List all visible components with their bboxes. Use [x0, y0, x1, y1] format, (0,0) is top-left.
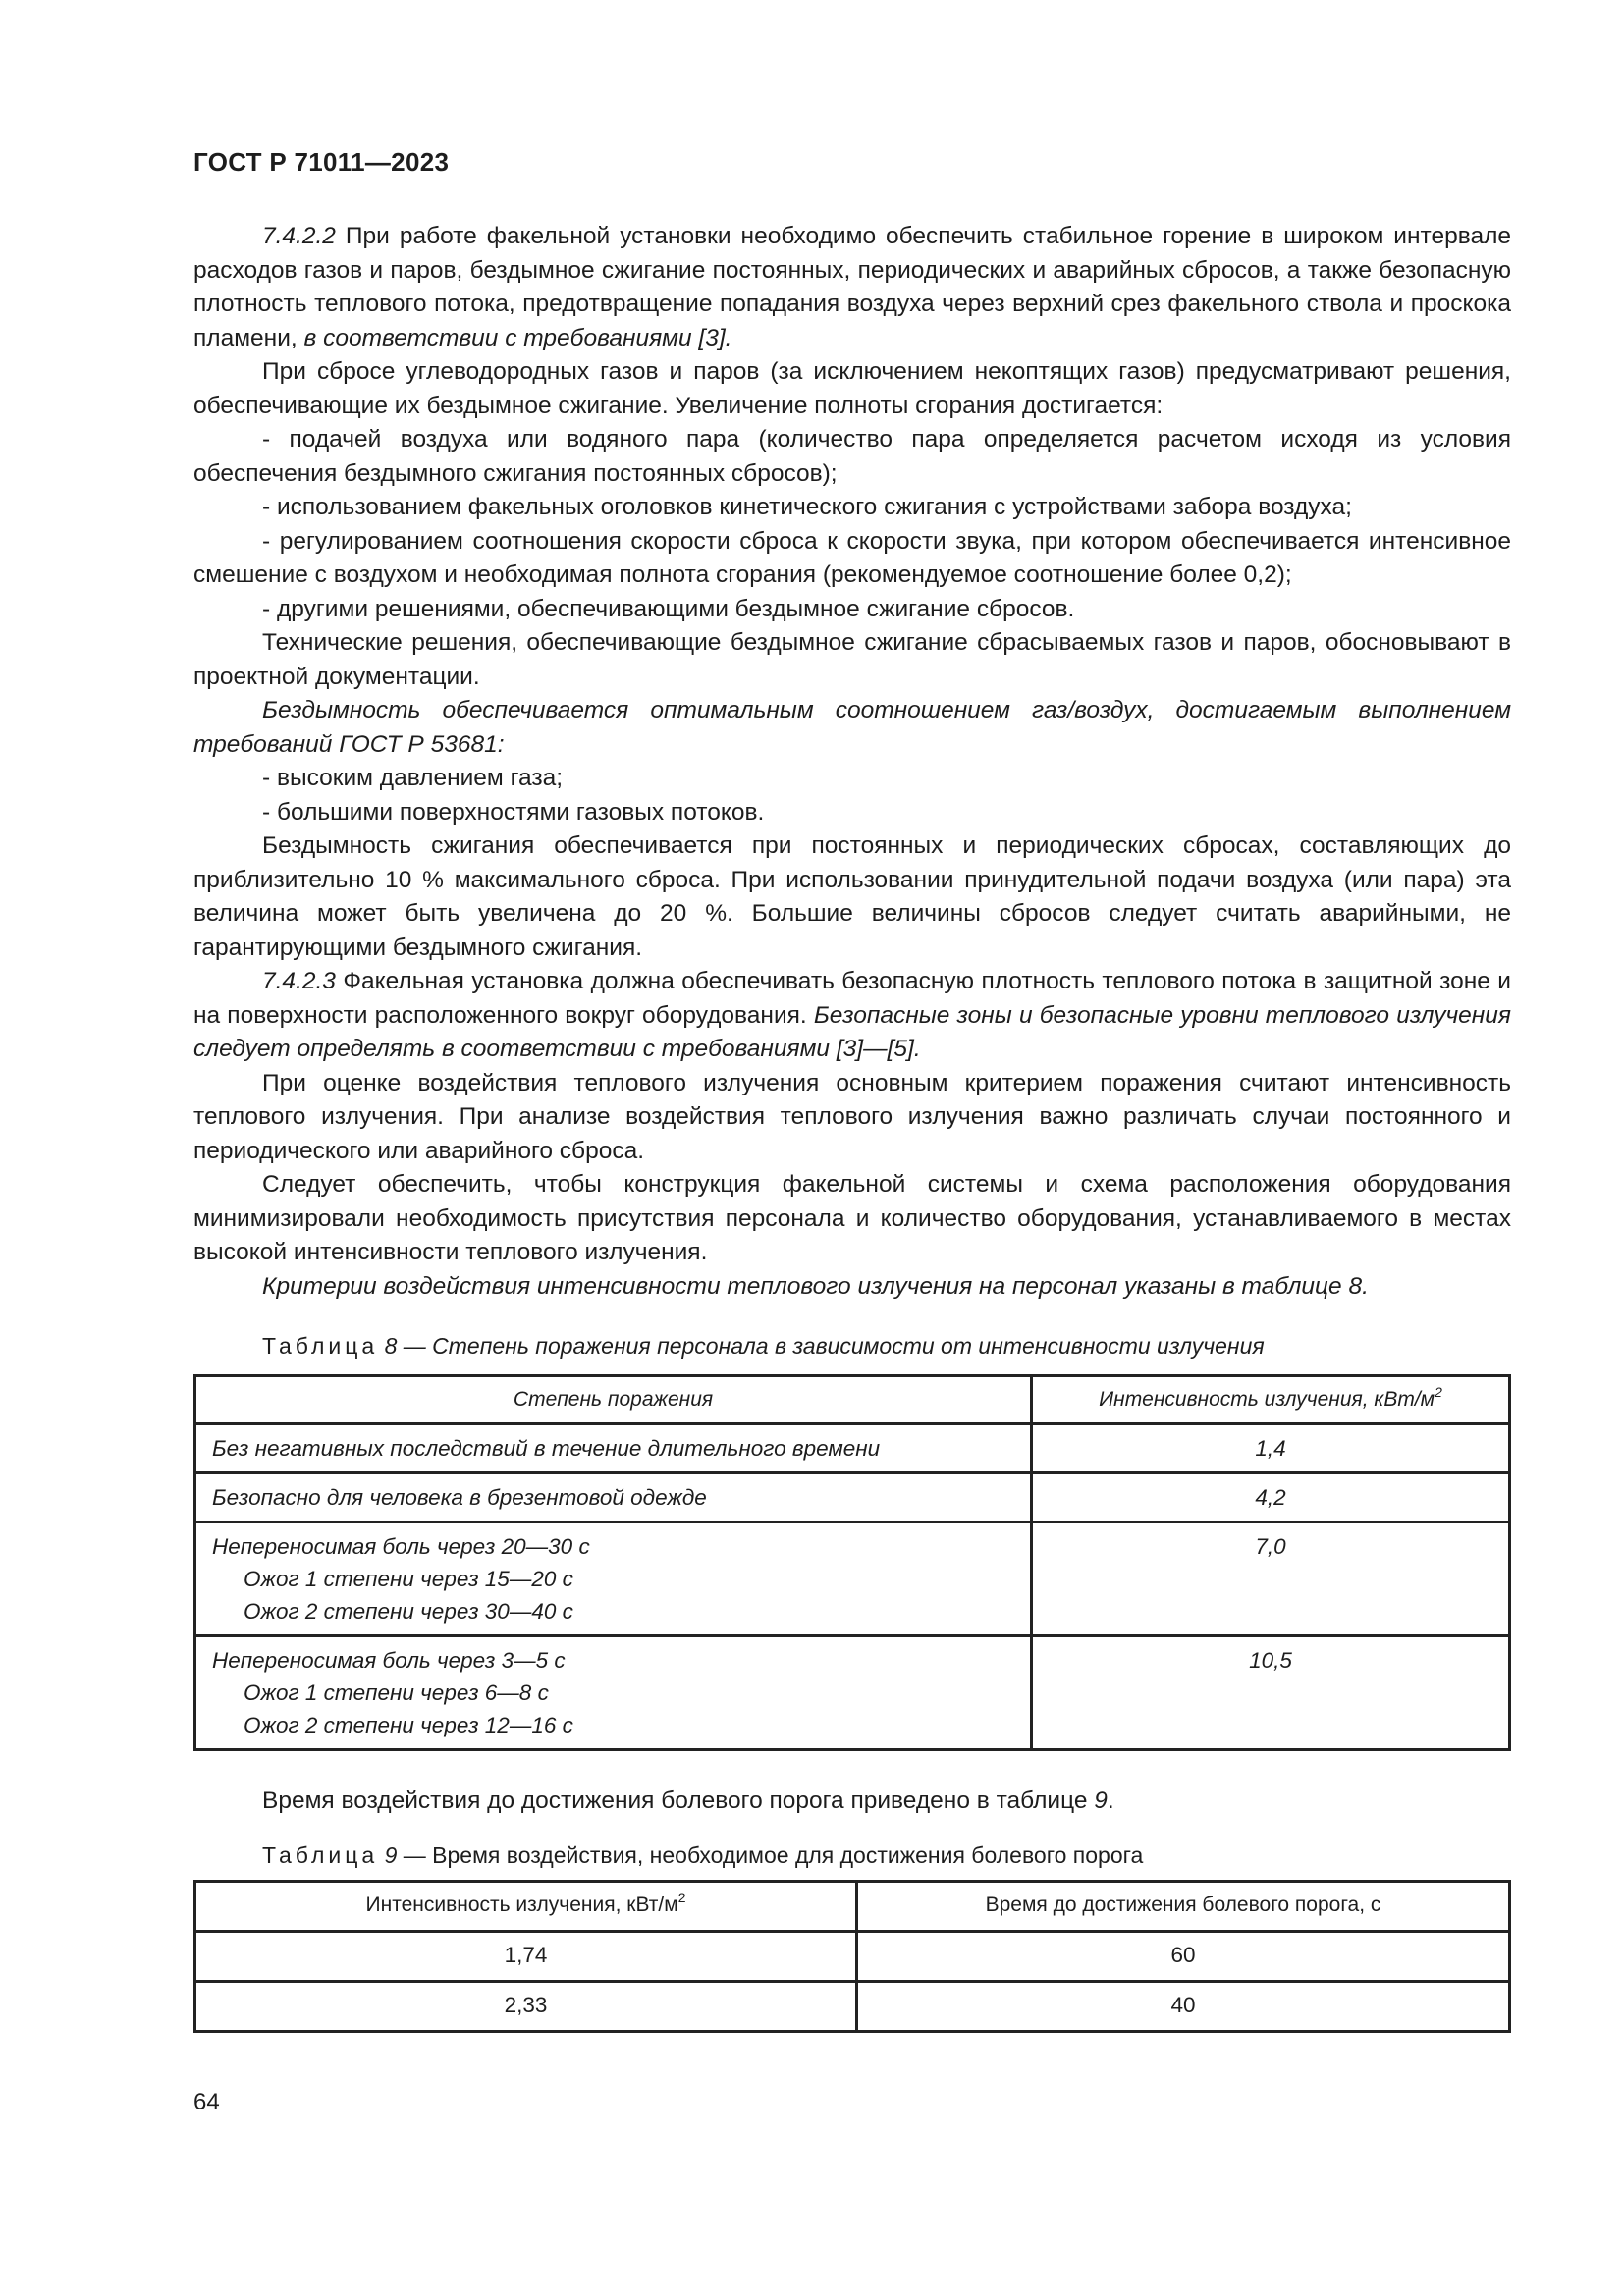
- table-cell: 7,0: [1032, 1522, 1510, 1636]
- list-item: - регулированием соотношения скорости сброса к скорости звука, при котором обеспечивается интенсивное смешение с воздухом и необходимая полнота сгорания (рекомендуемое соотношение более 0,2);: [193, 527, 1511, 588]
- table9: [193, 1880, 1511, 2033]
- table-cell: 1,74: [195, 1931, 857, 1981]
- table-cell: 40: [857, 1981, 1510, 2031]
- list-item: - высоким давлением газа;: [262, 765, 563, 791]
- table-header-row: [195, 1881, 1510, 1931]
- paragraph: Бездымность сжигания обеспечивается при постоянных и периодических сбросах, составляющих до приблизительно 10 % максимального сброса. При использовании принудительной подачи воздуха (или пара) эта величина может быть увеличена до 20 %. Большие величины сбросов следует считать аварийными, не гарантирующими бездымного сжигания.: [193, 832, 1511, 961]
- table8: [193, 1374, 1511, 1751]
- table-header-cell: Интенсивность излучения, кВт/$м^2$: [195, 1881, 857, 1931]
- list-item: - другими решениями, обеспечивающими бездымное сжигание сбросов.: [262, 595, 1075, 622]
- table-header-row: [195, 1376, 1510, 1424]
- table-cell: 4,2: [1032, 1473, 1510, 1522]
- table-cell: 10,5: [1032, 1636, 1510, 1750]
- paragraph: Критерии воздействия интенсивности теплового излучения на персонал указаны в таблице 8.: [262, 1272, 1369, 1300]
- table-cell: Безопасно для человека в брезентовой одежде: [195, 1473, 1032, 1522]
- table-row: [195, 1981, 1510, 2031]
- paragraph: При оценке воздействия теплового излучения основным критерием поражения считают интенсивность теплового излучения. При анализе воздействия теплового излучения важно различать случаи постоянного и периодического или аварийного сброса.: [193, 1069, 1511, 1164]
- document-header: ГОСТ Р 71011—2023: [193, 147, 450, 177]
- table8-caption: Таблица 8 — Степень поражения персонала в зависимости от интенсивности излучения: [262, 1333, 1265, 1359]
- table-header-cell: Время до достижения болевого порога, с: [857, 1881, 1510, 1931]
- table-row: [195, 1424, 1510, 1473]
- paragraph: 7.4.2.2 При работе факельной установки необходимо обеспечить стабильное горение в широком интервале расходов газов и паров, бездымное сжигание постоянных, периодических и аварийных сбросов, а также безопасную плотность теплового потока, предотвращение попадания воздуха через верхний срез факельного ствола и проскока пламени, в соответствии с требованиями [3].: [193, 223, 1511, 351]
- table-cell: Без негативных последствий в течение длительного времени: [195, 1424, 1032, 1473]
- paragraph: Технические решения, обеспечивающие бездымное сжигание сбрасываемых газов и паров, обосновывают в проектной документации.: [193, 629, 1511, 690]
- list-item: - использованием факельных оголовков кинетического сжигания с устройствами забора воздуха;: [262, 494, 1352, 520]
- paragraph: 7.4.2.3 Факельная установка должна обеспечивать безопасную плотность теплового потока в защитной зоне и на поверхности расположенного вокруг оборудования. Безопасные зоны и безопасные уровни теплового излучения следует определять в соответствии с требованиями [3]—[5].: [193, 968, 1511, 1062]
- table-cell: 2,33: [195, 1981, 857, 2031]
- table-cell: Непереносимая боль через 20—30 с Ожог 1 степени через 15—20 с Ожог 2 степени через 30—40 с: [195, 1522, 1032, 1636]
- table-cell: 60: [857, 1931, 1510, 1981]
- table-cell: 1,4: [1032, 1424, 1510, 1473]
- paragraph: Время воздействия до достижения болевого порога приведено в таблице 9.: [262, 1788, 1114, 1814]
- page-number: 64: [193, 2089, 220, 2115]
- table-row: [195, 1636, 1510, 1750]
- page-content: [193, 220, 1511, 2033]
- table-row: [195, 1522, 1510, 1636]
- table-row: [195, 1931, 1510, 1981]
- paragraph: Следует обеспечить, чтобы конструкция факельной системы и схема расположения оборудования минимизировали необходимость присутствия персонала и количество оборудования, устанавливаемого в местах высокой интенсивности теплового излучения.: [193, 1171, 1511, 1265]
- list-item: - подачей воздуха или водяного пара (количество пара определяется расчетом исходя из условия обеспечения бездымного сжигания постоянных сбросов);: [193, 426, 1511, 487]
- table-header-cell: Степень поражения: [195, 1376, 1032, 1424]
- table-header-cell: Интенсивность излучения, кВт/$м^2$: [1032, 1376, 1510, 1424]
- paragraph: Бездымность обеспечивается оптимальным соотношением газ/воздух, достигаемым выполнением требований ГОСТ Р 53681:: [193, 697, 1511, 758]
- table-cell: Непереносимая боль через 3—5 с Ожог 1 степени через 6—8 с Ожог 2 степени через 12—16 с: [195, 1636, 1032, 1750]
- paragraph: При сбросе углеводородных газов и паров (за исключением некоптящих газов) предусматривают решения, обеспечивающие их бездымное сжигание. Увеличение полноты сгорания достигается:: [193, 358, 1511, 419]
- table9-caption: Таблица 9 — Время воздействия, необходимое для достижения болевого порога: [262, 1842, 1144, 1868]
- table-row: [195, 1473, 1510, 1522]
- list-item: - большими поверхностями газовых потоков.: [262, 798, 765, 826]
